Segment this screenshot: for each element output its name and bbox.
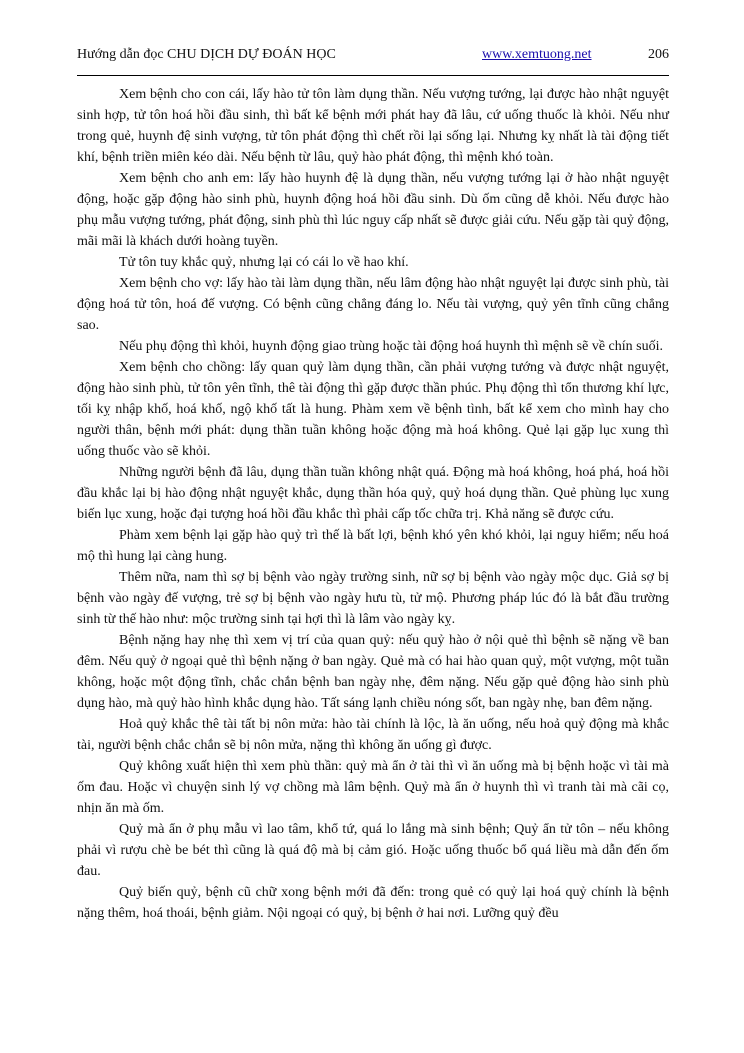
paragraph: Xem bệnh cho anh em: lấy hào huynh đệ là dụng thần, nếu vượng tướng lại ở hào nhật nguyệt động, hoặc gặp động hào sinh phù, huynh động hoá hồi đầu sinh. Dù ốm cũng dễ khỏi. Nếu được hào phụ mẫu vượng tướng, phát động, sinh phù thì lúc nguy cấp nhất sẽ được giải cứu. Nếu gặp tài quỷ động, mãi mãi là khách dưới hoàng tuyền. [77,171,669,249]
paragraph: Quỷ mà ẩn ở phụ mẫu vì lao tâm, khổ tứ, quá lo lắng mà sinh bệnh; Quỷ ẩn tử tôn – nếu không phải vì rượu chè be bét thì cũng là quá độ mà bị cảm gió. Hoặc uống thuốc bổ quá liều mà dẫn đến ốm đau. [77,822,669,879]
page-header [77,47,669,69]
book-title: Hướng dẫn đọc CHU DỊCH DỰ ĐOÁN HỌC [77,47,336,62]
paragraph: Quỷ không xuất hiện thì xem phù thần: quỷ mà ẩn ở tài thì vì ăn uống mà bị bệnh hoặc vì tài mà ốm đau. Hoặc vì chuyện sinh lý vợ chồng mà lâm bệnh. Quỷ mà ẩn ở huynh thì vì tranh tài mà cãi cọ, nhịn ăn mà ốm. [77,759,669,816]
paragraph: Xem bệnh cho vợ: lấy hào tài làm dụng thần, nếu lâm động hào nhật nguyệt lại được sinh phù, tài động hoá tử tôn, hoá đế vượng. Có bệnh cũng chẳng đáng lo. Nếu tài vượng, quỷ yên tĩnh cũng chẳng sao. [77,276,669,333]
page-number: 206 [648,47,669,62]
paragraph: Xem bệnh cho chồng: lấy quan quỷ làm dụng thần, cần phải vượng tướng và được nhật nguyệt, động hào sinh phù, tử tôn yên tĩnh, thê tài động thì gặp được thần phúc. Phụ động thì tổn thương khí lực, tối kỵ nhập khố, hoá khố, ngộ khố tất là hung. Phàm xem về bệnh tình, bất kể xem cho mình hay cho người thân, bệnh mới phát: dụng thần tuần không hoặc động mà hoá không. Quẻ lại gặp lục xung thì uống thuốc vào sẽ khỏi. [77,360,669,459]
website-link[interactable]: www.xemtuong.net [482,47,592,62]
paragraph: Tử tôn tuy khắc quỷ, nhưng lại có cái lo về hao khí. [119,255,409,270]
paragraph: Phàm xem bệnh lại gặp hào quỷ trì thế là bất lợi, bệnh khó yên khó khỏi, lại nguy hiểm; nếu hoá mộ thì hung lại càng hung. [77,528,669,564]
paragraph: Xem bệnh cho con cái, lấy hào tử tôn làm dụng thần. Nếu vượng tướng, lại được hào nhật nguyệt sinh hợp, tử tôn hoá hồi đầu sinh, thì bất kể bệnh mới phát hay đã lâu, cứ uống thuốc là khỏi. Nếu như trong quẻ, huynh đệ sinh vượng, tử tôn phát động thì chết rồi lại sống lại. Nhưng kỵ nhất là tài động tiết khí, bệnh triền miên kéo dài. Nếu bệnh từ lâu, quỷ hào phát động, thì mệnh khó toàn. [77,87,669,165]
body-text [77,84,669,924]
paragraph: Nếu phụ động thì khỏi, huynh động giao trùng hoặc tài động hoá huynh thì mệnh sẽ về chín suối. [119,339,663,354]
paragraph: Quỷ biến quỷ, bệnh cũ chữ xong bệnh mới đã đến: trong quẻ có quỷ lại hoá quỷ chính là bệnh nặng thêm, hoá thoái, bệnh giảm. Nội ngoại có quỷ, bị bệnh ở hai nơi. Lưỡng quỷ đều [77,885,669,921]
paragraph: Bệnh nặng hay nhẹ thì xem vị trí của quan quỷ: nếu quỷ hào ở nội quẻ thì bệnh sẽ nặng về ban đêm. Nếu quỷ ở ngoại quẻ thì bệnh nặng ở ban ngày. Quẻ mà có hai hào quan quỷ, một vượng, một tuần không, hoặc một động tĩnh, chắc chắn bệnh ban ngày nhẹ, đêm nặng. Nếu gặp quẻ động hào sinh phù dụng hào, mà quỷ hào hình khắc dụng hào. Tất sáng lạnh chiều nóng sốt, ban ngày nhẹ, ban đêm nặng. [77,633,669,711]
paragraph: Những người bệnh đã lâu, dụng thần tuần không nhật quá. Động mà hoá không, hoá phá, hoá hồi đầu khắc lại bị hào động nhật nguyệt khắc, dụng thần hóa quỷ, quỷ hoá dụng thần. Quẻ phùng lục xung biến lục xung, hoặc đại tượng hoá hồi đầu khắc thì phải cấp tốc chữa trị. Khả năng sẽ được cứu. [77,465,669,522]
paragraph: Hoả quỷ khắc thê tài tất bị nôn mửa: hào tài chính là lộc, là ăn uống, nếu hoả quỷ động mà khắc tài, người bệnh chắc chắn sẽ bị nôn mửa, nặng thì không ăn uống gì được. [77,717,669,753]
paragraph: Thêm nữa, nam thì sợ bị bệnh vào ngày trường sinh, nữ sợ bị bệnh vào ngày mộc dục. Giả sợ bị bệnh vào ngày đế vượng, trẻ sợ bị bệnh vào ngày hưu tù, tử mộ. Phương pháp lúc đó là bắt đầu trường sinh từ thế hào như: mộc trường sinh tại hợi thì là lâm vào ngày kỵ. [77,570,669,627]
header-divider [77,75,669,76]
